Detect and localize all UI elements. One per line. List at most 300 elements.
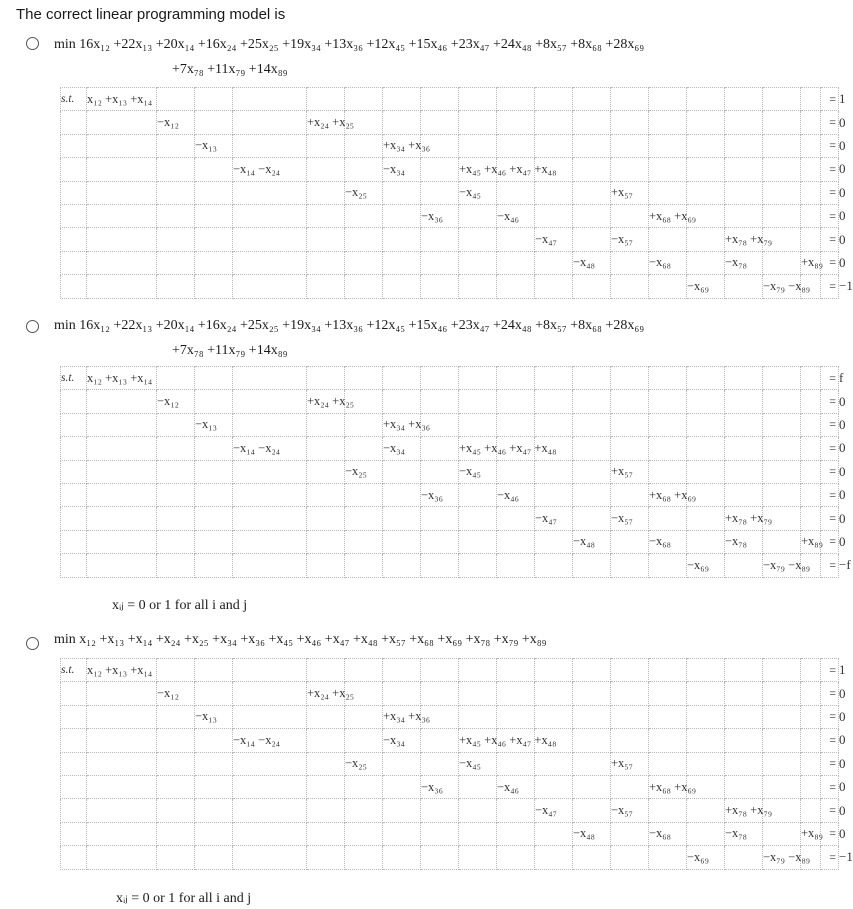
constraint-row: −x₄₇ −x₅₇ +x₇₈ +x₇₉ = 0 [61,507,839,530]
constraint-term [345,437,383,460]
constraint-term [383,111,421,134]
constraint-term [687,88,725,111]
constraint-term [157,134,195,157]
constraint-term [497,413,535,436]
constraint-term [157,775,195,798]
constraint-term [157,752,195,775]
constraint-term [233,822,307,845]
constraint-term [497,752,535,775]
constraint-term [801,134,821,157]
constraint-term [307,554,345,577]
constraint-term [649,507,687,530]
constraint-term [649,367,687,390]
st-spacer [61,799,87,822]
st-spacer [61,507,87,530]
constraint-term: −x₆₈ [649,251,687,274]
constraint-term [157,822,195,845]
constraint-term [345,275,383,298]
constraint-term [573,507,611,530]
constraint-term: −x₆₈ [649,530,687,553]
constraint-term [233,413,307,436]
constraint-term [725,483,763,506]
constraint-term [497,554,535,577]
constraint-term [459,483,497,506]
constraint-term [87,181,157,204]
constraint-term [801,228,821,251]
constraint-term [649,413,687,436]
constraint-term [383,752,421,775]
st-spacer [61,530,87,553]
constraint-term: +x₄₅ +x₄₆ +x₄₇ +x₄₈ [459,437,497,460]
constraint-term [307,659,345,682]
constraint-term [763,483,801,506]
constraint-row: −x₁₂ +x₂₄ +x₂₅ = 0 [61,682,839,705]
constraint-term [459,367,497,390]
constraint-term [611,367,649,390]
constraint-term [573,88,611,111]
constraint-term [195,507,233,530]
equals-sign: = [821,413,839,436]
constraint-term [573,158,611,181]
constraint-row: −x₁₃ +x₃₄ +x₃₆ = 0 [61,134,839,157]
constraint-term [573,228,611,251]
equals-sign: = [821,204,839,227]
option-2-radio[interactable] [26,320,39,333]
constraint-term: −x₅₇ [611,799,649,822]
constraint-term [307,729,345,752]
constraint-term [687,181,725,204]
constraint-term [459,251,497,274]
constraint-term: −x₆₉ [687,275,725,298]
constraint-term [763,204,801,227]
constraint-term [157,705,195,728]
constraint-term [611,659,649,682]
st-label: s.t. [61,367,87,390]
constraint-term [611,413,649,436]
constraint-row: −x₁₃ +x₃₄ +x₃₆ = 0 [61,705,839,728]
constraint-term [535,413,573,436]
constraint-term: −x₇₈ [725,822,763,845]
constraint-term [383,367,421,390]
constraint-term [421,390,459,413]
constraint-term: −x₆₈ [649,822,687,845]
constraint-term: −x₄₆ [497,204,535,227]
constraint-term [233,390,307,413]
constraint-row: −x₆₉ −x₇₉ −x₈₉ = −1 [61,846,839,869]
option-3-objective-line1: min x₁₂ +x₁₃ +x₁₄ +x₂₄ +x₂₅ +x₃₄ +x₃₆ +x₄₅ +x₄₆ +x₄₇ +x₄₈ +x₅₇ +x₆₈ +x₆₉ +x₇₈ +x₇₉ +x₈₉ [54,632,547,647]
constraint-term [157,507,195,530]
constraint-row: −x₁₂ +x₂₄ +x₂₅ = 0 [61,111,839,134]
constraint-term [611,554,649,577]
constraint-term [459,554,497,577]
constraint-term [725,390,763,413]
constraint-term [383,228,421,251]
constraint-term [573,775,611,798]
constraint-term [421,460,459,483]
constraint-term [233,705,307,728]
constraint-row: −x₃₆ −x₄₆ +x₆₈ +x₆₉ = 0 [61,204,839,227]
constraint-term [801,413,821,436]
constraint-term [195,775,233,798]
constraint-term [801,390,821,413]
constraint-term [649,729,687,752]
constraint-term [687,752,725,775]
constraint-term [649,752,687,775]
constraint-term [763,437,801,460]
constraint-term [157,367,195,390]
constraint-term [649,181,687,204]
constraint-term: +x₅₇ [611,460,649,483]
constraint-term [421,729,459,752]
constraint-term [649,228,687,251]
constraint-term [573,134,611,157]
equals-sign: = [821,483,839,506]
constraint-term [687,413,725,436]
equals-sign: = [821,659,839,682]
constraint-term [421,228,459,251]
constraint-term [345,483,383,506]
constraint-term [801,507,821,530]
constraint-term [497,88,535,111]
equals-sign: = [821,228,839,251]
constraint-term: +x₃₄ +x₃₆ [383,705,421,728]
constraint-term [725,111,763,134]
constraint-row: −x₁₄ −x₂₄ −x₃₄ +x₄₅ +x₄₆ +x₄₇ +x₄₈ = 0 [61,158,839,181]
constraint-term [649,437,687,460]
constraint-term [573,729,611,752]
option-1-radio[interactable] [26,37,39,50]
constraint-term: −x₁₂ [157,111,195,134]
constraint-term [611,729,649,752]
constraint-term [687,530,725,553]
st-spacer [61,158,87,181]
constraint-term [459,507,497,530]
st-spacer [61,460,87,483]
constraint-term [459,775,497,798]
constraint-term [611,88,649,111]
constraint-term: −x₄₅ [459,752,497,775]
constraint-term [157,530,195,553]
st-spacer [61,729,87,752]
constraint-term [383,682,421,705]
constraint-term [345,413,383,436]
question-text: The correct linear programming model is [16,6,286,23]
constraint-term [725,705,763,728]
constraint-term [497,181,535,204]
st-spacer [61,390,87,413]
equals-sign: = [821,682,839,705]
constraint-term [611,846,649,869]
constraint-term [763,530,801,553]
constraint-term [611,134,649,157]
constraint-term [421,251,459,274]
constraint-term [801,705,821,728]
constraint-term [687,367,725,390]
constraint-term: −x₄₅ [459,181,497,204]
constraint-term: −x₄₇ [535,507,573,530]
constraint-term [497,390,535,413]
constraint-term [535,251,573,274]
constraint-term [307,204,345,227]
constraint-term [763,822,801,845]
constraint-term [195,846,233,869]
constraint-term [725,158,763,181]
st-label: s.t. [61,88,87,111]
equals-sign: = [821,530,839,553]
constraint-term [87,822,157,845]
constraint-term [195,799,233,822]
constraint-term [611,530,649,553]
equals-sign: = [821,275,839,298]
constraint-term [535,275,573,298]
st-spacer [61,822,87,845]
constraint-term: −x₇₉ −x₈₉ [763,275,801,298]
equals-sign: = [821,775,839,798]
constraint-term [801,437,821,460]
constraint-term [649,390,687,413]
constraint-term [87,705,157,728]
constraint-term: −x₁₄ −x₂₄ [233,437,307,460]
constraint-term [345,134,383,157]
constraint-term: −x₁₂ [157,390,195,413]
option-2-binary-constraint: xᵢⱼ = 0 or 1 for all i and j [112,598,248,613]
constraint-term [687,705,725,728]
constraint-term [801,460,821,483]
constraint-term [649,275,687,298]
constraint-term [195,822,233,845]
equals-sign: = [821,111,839,134]
constraint-term: +x₈₉ [801,822,821,845]
constraint-row: −x₄₈ −x₆₈ −x₇₈ +x₈₉ = 0 [61,822,839,845]
constraint-term [497,822,535,845]
constraint-term [233,775,307,798]
constraint-term [535,88,573,111]
constraint-term [345,822,383,845]
constraint-term [233,134,307,157]
constraint-term: x₁₂ +x₁₃ +x₁₄ [87,367,157,390]
constraint-term [801,799,821,822]
constraint-term: −x₄₅ [459,460,497,483]
equals-sign: = [821,158,839,181]
constraint-term [573,705,611,728]
constraint-term [345,507,383,530]
constraint-term [233,752,307,775]
constraint-term: +x₂₄ +x₂₅ [307,390,345,413]
constraint-term [763,88,801,111]
constraint-term [87,251,157,274]
constraint-term: −x₂₅ [345,460,383,483]
constraint-term: −x₃₄ [383,729,421,752]
constraint-term [611,158,649,181]
constraint-term [687,729,725,752]
st-spacer [61,437,87,460]
constraint-term [763,682,801,705]
constraint-term: −x₁₃ [195,413,233,436]
constraint-term [345,204,383,227]
option-1-objective-line2: +7x₇₈ +11x₇₉ +14x₈₉ [172,62,288,77]
constraint-term [157,413,195,436]
constraint-term [87,460,157,483]
option-1-objective-line1: min 16x₁₂ +22x₁₃ +20x₁₄ +16x₂₄ +25x₂₅ +19x₃₄ +13x₃₆ +12x₄₅ +15x₄₆ +23x₄₇ +24x₄₈ +8x₅₇ +8x₆₈ +28x₆₉ [54,37,645,52]
constraint-term [195,111,233,134]
constraint-term [497,799,535,822]
constraint-term [307,483,345,506]
constraint-row: −x₄₈ −x₆₈ −x₇₈ +x₈₉ = 0 [61,530,839,553]
constraint-term [345,659,383,682]
constraint-term [157,158,195,181]
st-spacer [61,228,87,251]
constraint-term [649,799,687,822]
constraint-term [611,705,649,728]
constraint-term [649,659,687,682]
constraint-term [725,846,763,869]
constraint-term: −x₁₄ −x₂₄ [233,158,307,181]
constraint-term [535,367,573,390]
st-spacer [61,134,87,157]
constraint-term [195,752,233,775]
option-3-radio[interactable] [26,637,39,650]
constraint-term [157,88,195,111]
constraint-term [459,682,497,705]
constraint-term [233,204,307,227]
constraint-term [763,181,801,204]
constraint-term [801,204,821,227]
equals-sign: = [821,822,839,845]
st-spacer [61,775,87,798]
constraint-term [649,682,687,705]
constraint-term [573,483,611,506]
constraint-term [421,88,459,111]
constraint-term [383,483,421,506]
constraint-term [801,367,821,390]
constraint-term [421,682,459,705]
constraint-term [307,437,345,460]
constraint-term: −x₇₉ −x₈₉ [763,554,801,577]
constraint-term: +x₆₈ +x₆₉ [649,483,687,506]
constraint-term [157,460,195,483]
constraint-term [87,752,157,775]
constraint-term [535,181,573,204]
constraint-term [307,507,345,530]
constraint-term [157,275,195,298]
constraint-term [687,682,725,705]
constraint-term [421,554,459,577]
st-label: s.t. [61,659,87,682]
constraint-term: −x₁₄ −x₂₄ [233,729,307,752]
constraint-term [383,275,421,298]
equals-sign: = [821,460,839,483]
constraint-term [157,729,195,752]
constraint-term [233,554,307,577]
constraint-term [195,367,233,390]
constraint-term [497,682,535,705]
constraint-term [307,752,345,775]
constraint-term [725,204,763,227]
constraint-term [307,775,345,798]
constraint-term [763,460,801,483]
option-2-constraint-table [60,366,851,578]
st-spacer [61,752,87,775]
constraint-term [233,367,307,390]
constraint-term [307,181,345,204]
constraint-term [233,181,307,204]
constraint-term [157,799,195,822]
constraint-term [497,134,535,157]
constraint-term [535,111,573,134]
constraint-term [763,413,801,436]
constraint-row: −x₁₂ +x₂₄ +x₂₅ = 0 [61,390,839,413]
constraint-term [87,204,157,227]
constraint-term [307,158,345,181]
constraint-term [383,775,421,798]
constraint-term [573,367,611,390]
constraint-term [87,729,157,752]
constraint-term [649,111,687,134]
constraint-term [687,134,725,157]
constraint-term [763,111,801,134]
constraint-term [195,682,233,705]
constraint-term [763,705,801,728]
constraint-term [383,507,421,530]
constraint-term [233,530,307,553]
constraint-term [195,88,233,111]
constraint-term [195,158,233,181]
constraint-term [87,507,157,530]
equals-sign: = [821,181,839,204]
constraint-term: −x₄₈ [573,251,611,274]
constraint-term [233,799,307,822]
constraint-term [573,204,611,227]
constraint-term [87,846,157,869]
constraint-term [345,799,383,822]
constraint-term [611,251,649,274]
constraint-term [573,437,611,460]
constraint-term: −x₃₄ [383,437,421,460]
st-spacer [61,275,87,298]
equals-sign: = [821,507,839,530]
constraint-term [233,846,307,869]
constraint-term [459,413,497,436]
constraint-term [345,530,383,553]
constraint-term [763,752,801,775]
constraint-term [157,228,195,251]
constraint-term [611,682,649,705]
constraint-term [421,530,459,553]
constraint-term [307,367,345,390]
constraint-term [649,554,687,577]
constraint-term: −x₃₆ [421,204,459,227]
constraint-term [195,483,233,506]
equals-sign: = [821,799,839,822]
constraint-term [383,846,421,869]
constraint-term [535,659,573,682]
constraint-term [763,775,801,798]
constraint-term [459,390,497,413]
constraint-term: −x₇₈ [725,530,763,553]
st-spacer [61,483,87,506]
constraint-term [383,204,421,227]
constraint-term [421,367,459,390]
equals-sign: = [821,134,839,157]
constraint-term [307,228,345,251]
constraint-term [497,507,535,530]
constraint-term [725,775,763,798]
constraint-term [573,275,611,298]
constraint-term [649,158,687,181]
constraint-term: −x₄₆ [497,775,535,798]
constraint-term [801,659,821,682]
constraint-term [307,88,345,111]
